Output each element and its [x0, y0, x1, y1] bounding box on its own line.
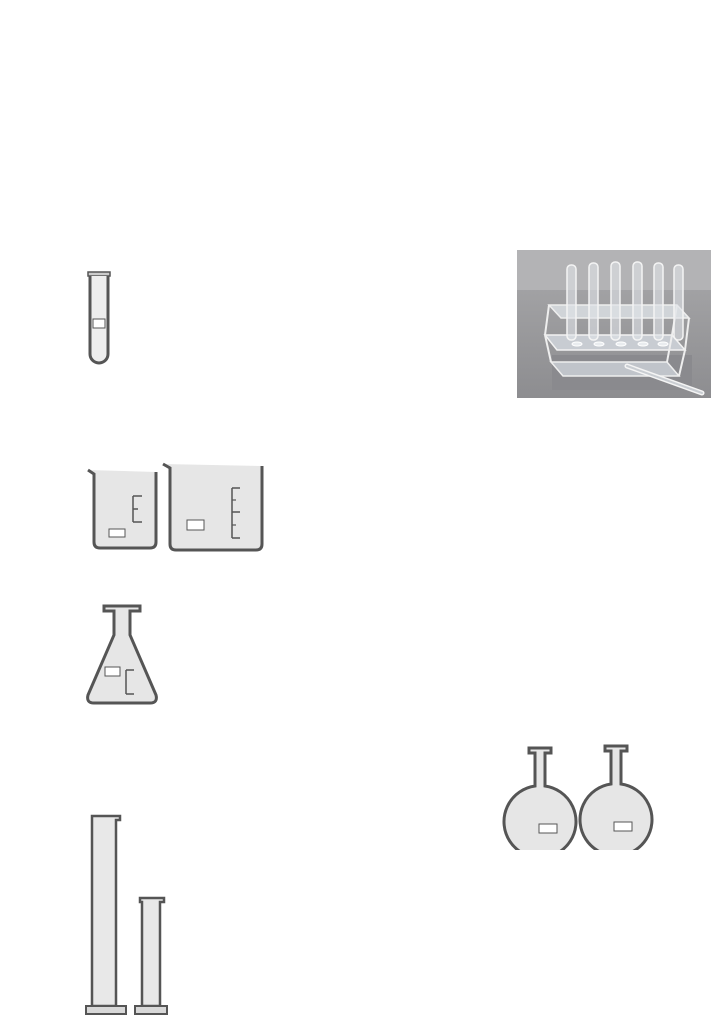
round-flask-images [495, 744, 661, 850]
erlenmeyer-flask-image [84, 603, 160, 707]
test-tube-rack-photo [517, 250, 711, 398]
beaker-images [84, 460, 270, 556]
graduated-cylinder-images [84, 812, 174, 1018]
test-tube-image [86, 270, 112, 370]
